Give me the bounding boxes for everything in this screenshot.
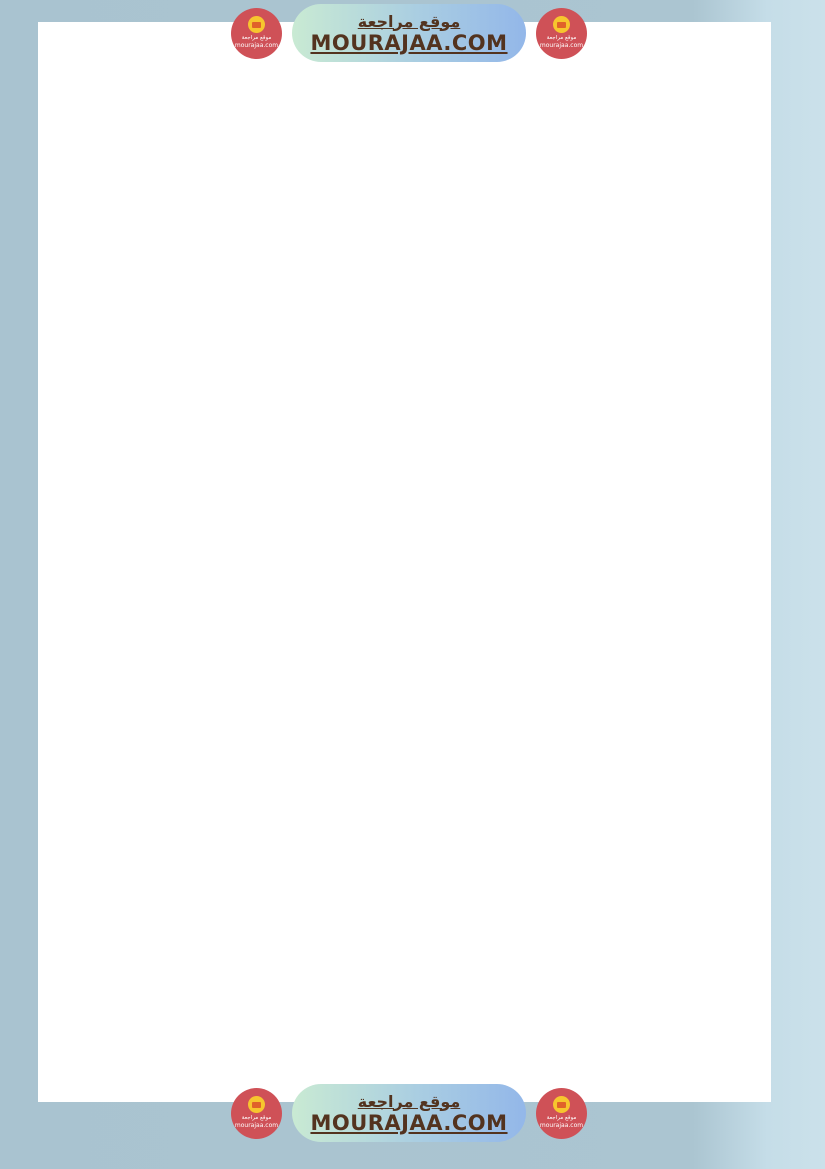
site-banner-pill bbox=[292, 4, 526, 62]
site-name-arabic: موقع مراجعة bbox=[357, 11, 461, 31]
site-logo-right bbox=[536, 1088, 587, 1139]
site-logo-left bbox=[231, 1088, 282, 1139]
book-icon-glyph bbox=[557, 22, 566, 28]
logo-small-arabic-label: موقع مراجعة bbox=[546, 1115, 577, 1122]
site-logo-left bbox=[231, 8, 282, 59]
logo-small-domain-label: mourajaa.com bbox=[234, 42, 279, 50]
book-icon bbox=[248, 16, 265, 33]
book-icon bbox=[553, 1096, 570, 1113]
book-icon bbox=[248, 1096, 265, 1113]
site-logo-right bbox=[536, 8, 587, 59]
site-banner-top bbox=[231, 4, 587, 62]
book-icon-glyph bbox=[252, 1102, 261, 1108]
site-banner-pill bbox=[292, 1084, 526, 1142]
book-icon bbox=[553, 16, 570, 33]
logo-small-arabic-label: موقع مراجعة bbox=[546, 35, 577, 42]
site-banner-bottom bbox=[231, 1084, 587, 1142]
logo-small-arabic-label: موقع مراجعة bbox=[241, 35, 272, 42]
logo-small-arabic-label: موقع مراجعة bbox=[241, 1115, 272, 1122]
logo-small-domain-label: mourajaa.com bbox=[539, 1122, 584, 1130]
logo-small-domain-label: mourajaa.com bbox=[539, 42, 584, 50]
document-page bbox=[38, 22, 771, 1102]
logo-small-domain-label: mourajaa.com bbox=[234, 1122, 279, 1130]
site-domain: MOURAJAA.COM bbox=[310, 30, 508, 55]
book-icon-glyph bbox=[252, 22, 261, 28]
book-icon-glyph bbox=[557, 1102, 566, 1108]
site-domain: MOURAJAA.COM bbox=[310, 1110, 508, 1135]
site-name-arabic: موقع مراجعة bbox=[357, 1091, 461, 1111]
